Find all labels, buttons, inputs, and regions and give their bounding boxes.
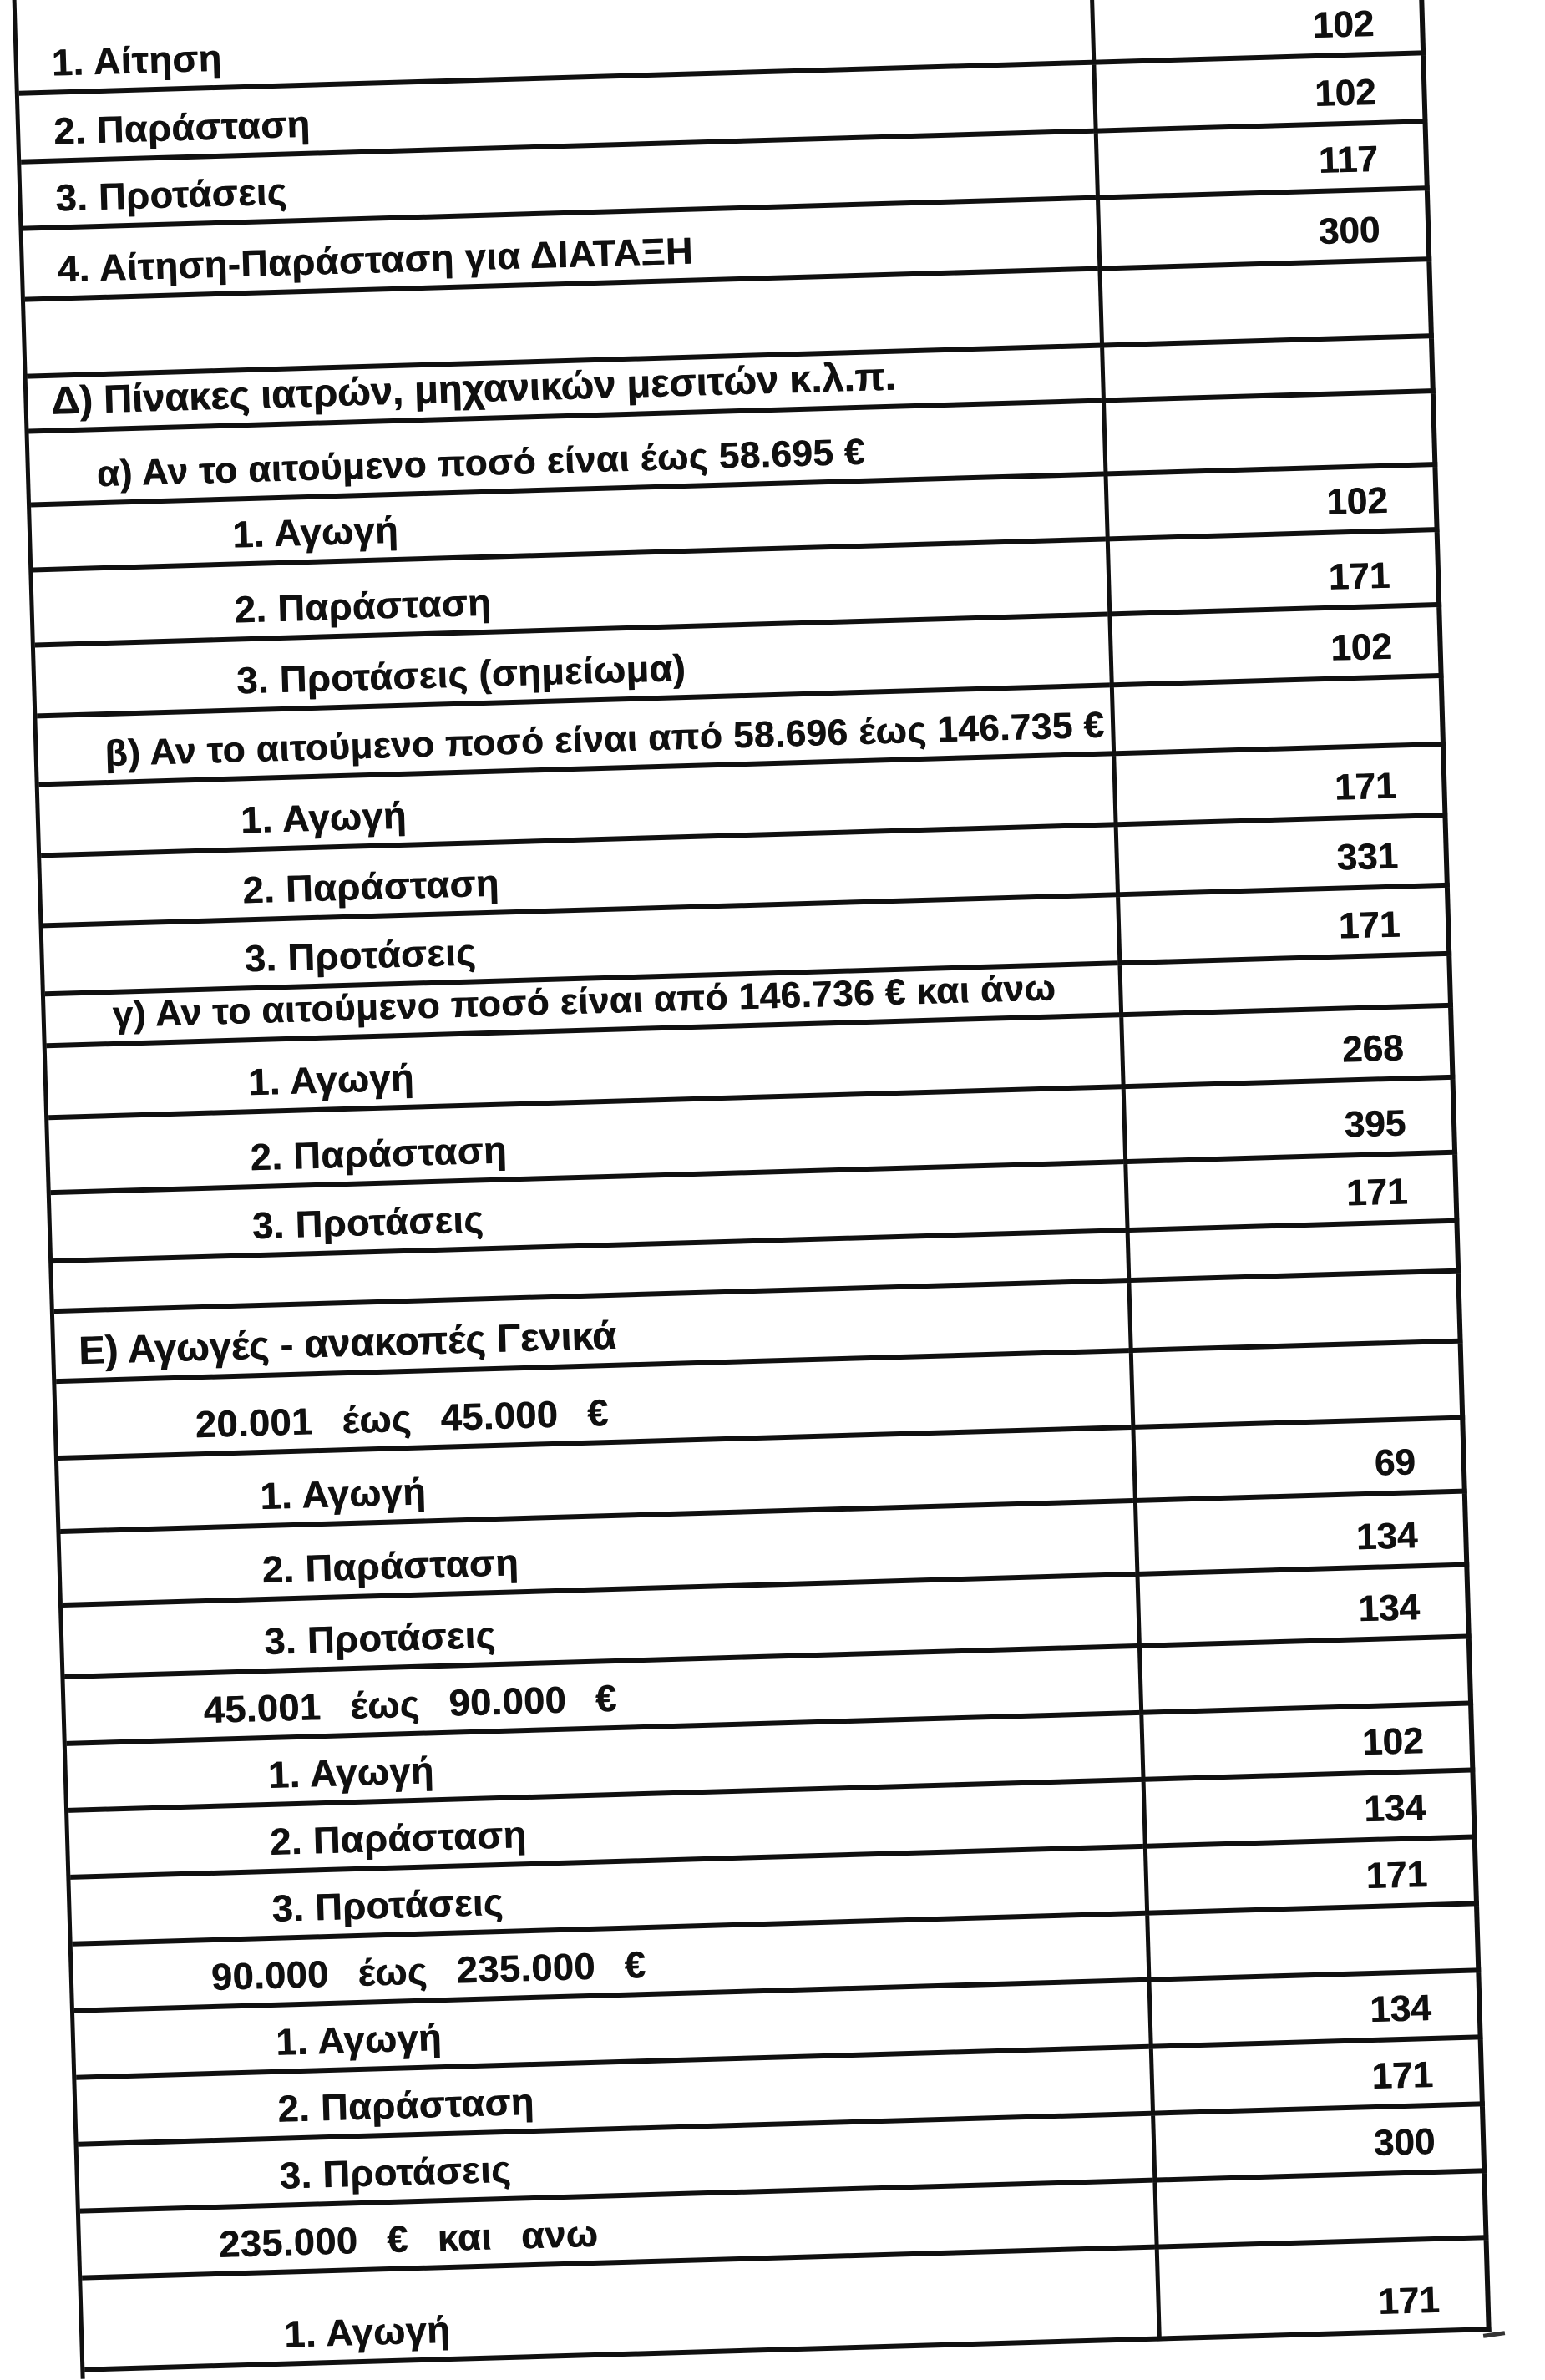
- row-label: 2. Παράσταση: [19, 65, 1094, 165]
- row-label: 45.001 έως 90.000 €: [65, 1648, 1140, 1746]
- row-value: 300: [1096, 190, 1431, 271]
- row-value: 395: [1122, 1080, 1457, 1164]
- row-label: 1. Αγωγή: [67, 1715, 1142, 1813]
- row-value: [1145, 1906, 1481, 1982]
- row-value: [1137, 1638, 1473, 1714]
- row-label: 1. Αγωγή: [74, 1982, 1149, 2080]
- row-value: 102: [1104, 467, 1440, 541]
- row-value: 134: [1142, 1772, 1477, 1848]
- row-label: 2. Παράσταση: [68, 1782, 1143, 1880]
- row-value: 331: [1114, 818, 1450, 897]
- row-value: [1127, 1274, 1462, 1353]
- row-label: 1. Αγωγή: [82, 2250, 1157, 2372]
- row-label: 1. Αγωγή: [47, 1017, 1122, 1120]
- row-value: 171: [1112, 747, 1447, 827]
- row-label: 20.001 έως 45.000 €: [56, 1353, 1131, 1461]
- row-value: 171: [1123, 1155, 1459, 1233]
- row-label: Ε) Αγωγές - ανακοπές Γενικά: [54, 1283, 1129, 1384]
- fee-table: [12, 0, 1492, 2379]
- row-label: β) Αν το αιτούμενο ποσό είναι από 58.696 έως 146.735 €: [37, 687, 1112, 787]
- row-label: 1. Αγωγή: [58, 1430, 1133, 1534]
- row-value: 117: [1094, 124, 1430, 200]
- row-value: [1129, 1344, 1465, 1430]
- row-value: 102: [1107, 607, 1443, 687]
- row-label: 3. Προτάσεις: [70, 1849, 1145, 1947]
- row-label: γ) Αν το αιτούμενο ποσό είναι από 146.736 € και άνω: [45, 965, 1119, 1048]
- row-value: 102: [1139, 1705, 1475, 1781]
- row-value: 300: [1151, 2106, 1487, 2182]
- row-label: 2. Παράσταση: [48, 1089, 1123, 1195]
- row-label: 90.000 έως 235.000 €: [73, 1916, 1147, 2013]
- row-value: [1100, 338, 1436, 403]
- row-value: [1110, 678, 1446, 756]
- row-value: 134: [1147, 1972, 1483, 2048]
- row-value: 171: [1155, 2240, 1492, 2341]
- row-label: 1. Αγωγή: [39, 756, 1114, 858]
- row-value: [1102, 393, 1437, 476]
- row-value: 134: [1133, 1493, 1469, 1576]
- row-label: 1. Αγωγή: [31, 477, 1106, 573]
- row-label: 3. Προτάσεις: [21, 134, 1096, 231]
- row-label: 1. Αίτηση: [17, 0, 1092, 96]
- row-value: 102: [1092, 55, 1427, 133]
- row-value: 268: [1119, 1008, 1455, 1089]
- row-label: 4. Αίτηση-Παράσταση για ΔΙΑΤΑΞΗ: [23, 200, 1098, 302]
- row-label: 3. Προτάσεις: [43, 897, 1118, 996]
- row-label: 3. Προτάσεις: [63, 1577, 1137, 1679]
- row-value: 69: [1131, 1420, 1466, 1503]
- row-value: 134: [1136, 1567, 1472, 1648]
- row-value: 171: [1143, 1839, 1479, 1915]
- row-label: 235.000 € και ανω: [80, 2183, 1155, 2281]
- row-value: 102: [1090, 0, 1426, 65]
- row-value: 171: [1149, 2039, 1485, 2115]
- row-value: 171: [1106, 532, 1441, 616]
- row-value: 171: [1116, 888, 1451, 965]
- row-value: [1097, 261, 1433, 347]
- row-label: 2. Παράσταση: [33, 541, 1107, 647]
- row-label: Δ) Πίνακες ιατρών, μηχανικών μεσιτών κ.λ.π.: [28, 348, 1102, 434]
- row-value: [1152, 2173, 1488, 2249]
- row-label: 3. Προτάσεις (σημείωμα): [35, 616, 1110, 718]
- row-value: [1117, 956, 1453, 1017]
- row-label: α) Αν το αιτούμενο ποσό είναι έως 58.695 €: [29, 403, 1104, 508]
- row-label: 3. Προτάσεις: [51, 1164, 1126, 1263]
- row-label: 2. Παράσταση: [76, 2049, 1151, 2147]
- row-label: 2. Παράσταση: [41, 827, 1116, 928]
- row-label: 3. Προτάσεις: [79, 2116, 1153, 2214]
- row-label: 2. Παράσταση: [61, 1503, 1136, 1608]
